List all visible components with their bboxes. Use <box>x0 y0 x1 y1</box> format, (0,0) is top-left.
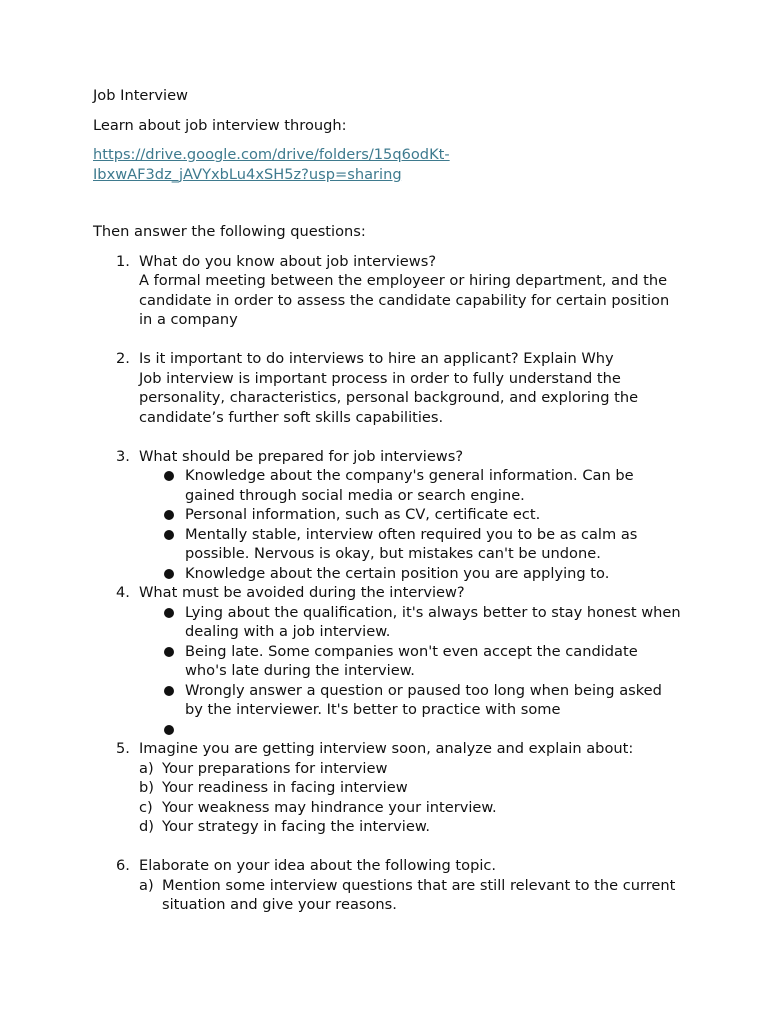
question-text: Elaborate on your idea about the following topic. <box>139 857 497 874</box>
bullet-list <box>139 603 683 740</box>
sub-item-marker: d) <box>139 818 154 835</box>
bullet-icon <box>164 647 174 657</box>
answer-text: A formal meeting between the employeer or hiring department, and the candidate in order to assess the candidate capability for certain position in a company <box>139 272 670 328</box>
question-1 <box>93 252 683 330</box>
sub-item-text: Your preparations for interview <box>162 759 388 777</box>
sub-item <box>139 759 683 779</box>
question-text: What should be prepared for job interviews? <box>139 447 464 465</box>
question-5 <box>93 739 683 837</box>
sub-item-marker: b) <box>139 779 154 796</box>
sub-item <box>139 778 683 798</box>
document-body <box>93 86 683 915</box>
bullet-list <box>139 466 683 583</box>
sub-item <box>139 876 683 915</box>
question-number: 1. <box>116 252 130 270</box>
list-item: Knowledge about the certain position you are applying to. <box>139 564 683 584</box>
question-3 <box>93 447 683 584</box>
question-6 <box>93 856 683 915</box>
bullet-icon <box>164 569 174 579</box>
question-number: 2. <box>116 350 130 367</box>
list-item: Being late. Some companies won't even accept the candidate who's late during the interview. <box>139 642 683 681</box>
bullet-icon <box>164 686 174 696</box>
bullet-icon <box>164 608 174 618</box>
list-item: Knowledge about the company's general information. Can be gained through social media or search engine. <box>139 466 683 505</box>
question-number: 3. <box>116 447 130 465</box>
sub-item-text: Your strategy in facing the interview. <box>162 818 431 835</box>
sub-item-text: Mention some interview questions that are still relevant to the current situation and give your reasons. <box>162 876 676 913</box>
answer-text: Job interview is important process in order to fully understand the personality, characteristics, personal background, and exploring the candidate’s further soft skills capabilities. <box>139 369 639 426</box>
list-item: Personal information, such as CV, certificate ect. <box>139 505 683 525</box>
question-number: 6. <box>116 857 130 874</box>
sub-item <box>139 798 683 818</box>
drive-link[interactable] <box>93 145 683 184</box>
question-4 <box>93 583 683 739</box>
question-text: Is it important to do interviews to hire an applicant? Explain Why <box>139 350 614 367</box>
intro-text: Learn about job interview through: <box>93 116 347 134</box>
question-number: 4. <box>116 584 130 601</box>
bullet-icon <box>164 725 174 735</box>
sub-item-text: Your readiness in facing interview <box>162 779 408 796</box>
drive-link-line-2[interactable]: IbxwAF3dz_jAVYxbLu4xSH5z?usp=sharing <box>93 165 402 183</box>
bullet-icon <box>164 530 174 540</box>
list-item <box>139 720 683 740</box>
question-number: 5. <box>116 740 130 757</box>
question-text: What must be avoided during the interview? <box>139 584 465 601</box>
bullet-icon <box>164 510 174 520</box>
sub-item <box>139 817 683 837</box>
bullet-icon <box>164 471 174 481</box>
instructions-text: Then answer the following questions: <box>93 223 366 240</box>
document-title: Job Interview <box>93 87 188 104</box>
list-item: Mentally stable, interview often required you to be as calm as possible. Nervous is okay, but mistakes can't be undone. <box>139 525 683 564</box>
sub-item-marker: a) <box>139 876 154 894</box>
sub-item-marker: c) <box>139 798 153 816</box>
question-2 <box>93 349 683 427</box>
question-text: What do you know about job interviews? <box>139 252 437 270</box>
sub-item-marker: a) <box>139 759 154 777</box>
list-item: Lying about the qualification, it's always better to stay honest when dealing with a job interview. <box>139 603 683 642</box>
sub-item-text: Your weakness may hindrance your interview. <box>162 798 497 816</box>
drive-link-line-1[interactable]: https://drive.google.com/drive/folders/15q6odKt- <box>93 146 450 163</box>
list-item: Wrongly answer a question or paused too long when being asked by the interviewer. It's better to practice with some <box>139 681 683 720</box>
question-text: Imagine you are getting interview soon, analyze and explain about: <box>139 740 634 757</box>
